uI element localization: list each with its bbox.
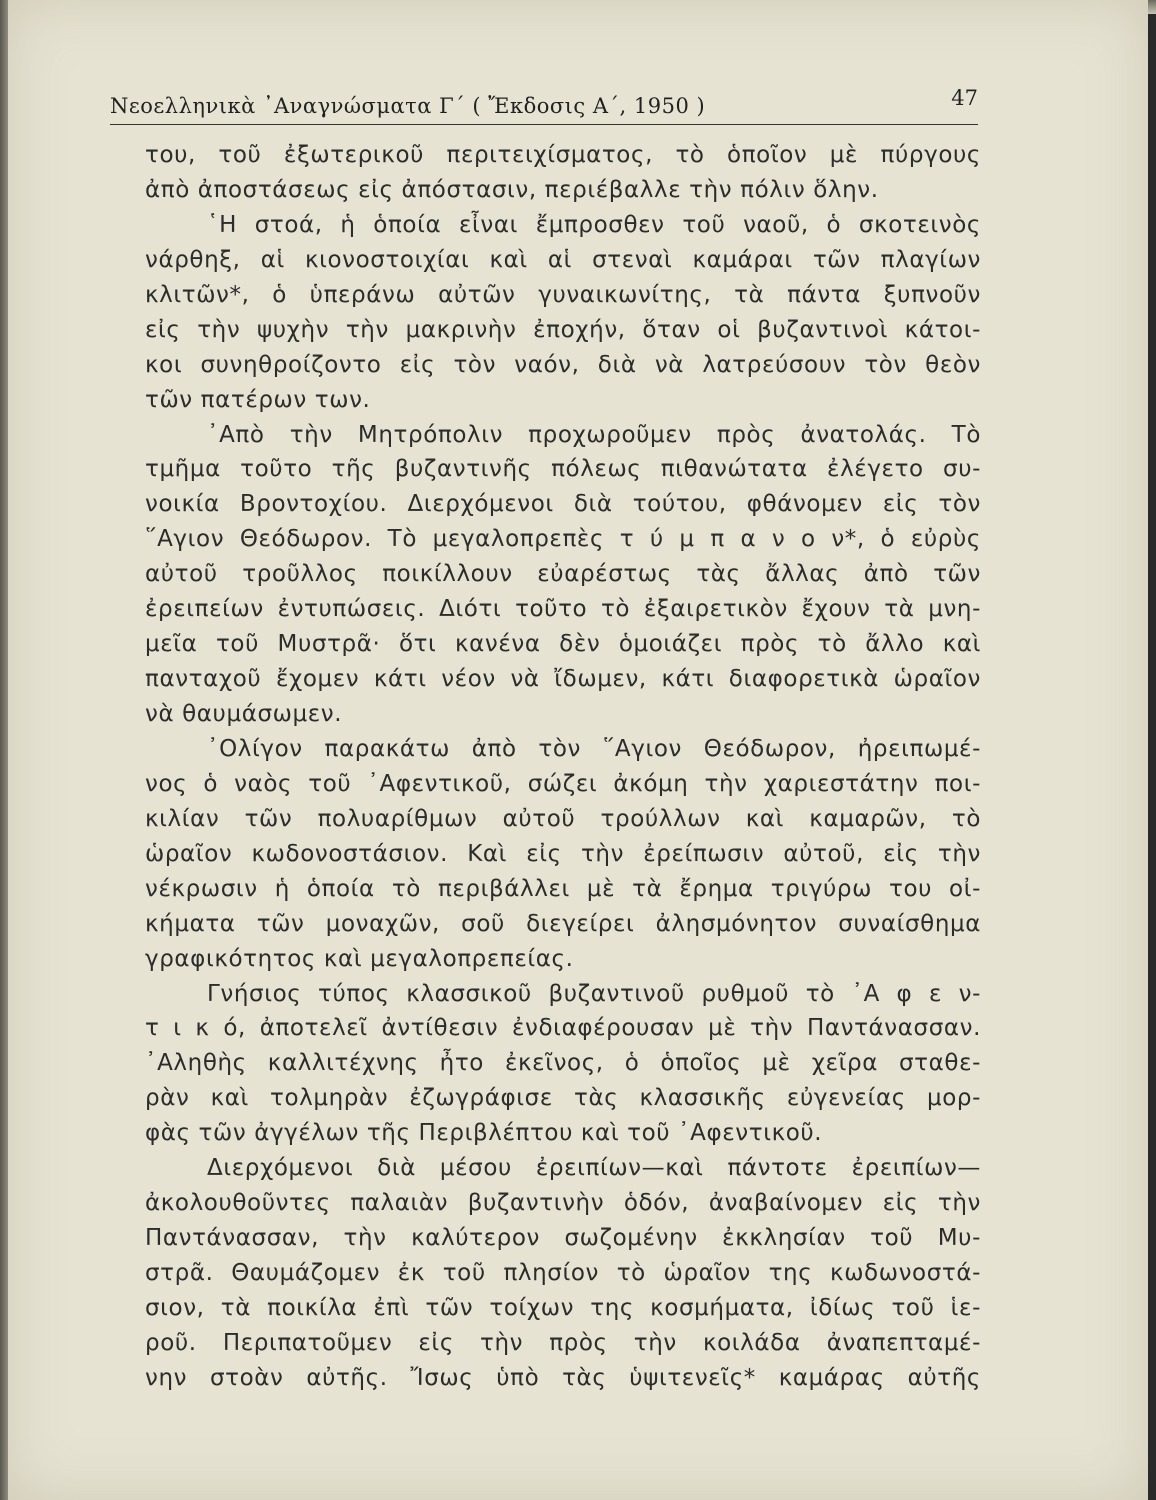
text-line: ᾿Απὸ τὴν Μητρόπολιν προχωροῦμεν πρὸς ἀνατολάς. Τὸ	[207, 421, 981, 448]
text-line: γραφικότητος καὶ μεγαλοπρεπείας.	[145, 945, 574, 972]
text-line: πανταχοῦ ἔχομεν κάτι νέον νὰ ἴδωμεν, κάτι διαφορετικὰ ὡραῖον	[145, 666, 981, 693]
header-title: Νεοελληνικὰ ᾿Αναγνώσματα Γ΄ ( Ἔκδοσις Α΄, 1950 )	[110, 94, 706, 118]
text-line: κιλίαν τῶν πολυαρίθμων αὐτοῦ τρούλλων καὶ καμαρῶν, τὸ	[145, 805, 981, 832]
text-line: κλιτῶν*, ὁ ὑπεράνω αὐτῶν γυναικωνίτης, τὰ πάντα ξυπνοῦν	[145, 281, 981, 308]
text-line: νος ὁ ναὸς τοῦ ᾿Αφεντικοῦ, σώζει ἀκόμη τὴν χαριεστάτην ποι-	[145, 770, 981, 797]
body-text	[145, 138, 981, 1396]
text-line: ὡραῖον κωδονοστάσιον. Καὶ εἰς τὴν ἐρείπωσιν αὐτοῦ, εἰς τὴν	[145, 840, 981, 867]
text-line: σιον, τὰ ποικίλα ἐπὶ τῶν τοίχων της κοσμήματα, ἰδίως τοῦ ἱε-	[145, 1294, 981, 1321]
page-binding-edge	[0, 0, 8, 1500]
text-line: τῶν πατέρων των.	[145, 386, 371, 413]
text-line: ᾿Ολίγον παρακάτω ἀπὸ τὸν ῞Αγιον Θεόδωρον, ἠρειπωμέ-	[207, 735, 981, 762]
page-number: 47	[951, 86, 978, 110]
text-line: ρὰν καὶ τολμηρὰν ἐζωγράφισε τὰς κλασσικῆς εὐγενείας μορ-	[145, 1085, 981, 1112]
running-header	[110, 82, 978, 125]
text-line: ἐρειπείων ἐντυπώσεις. Διότι τοῦτο τὸ ἐξαιρετικὸν ἔχουν τὰ μνη-	[145, 596, 981, 623]
text-line: ῞Αγιον Θεόδωρον. Τὸ μεγαλοπρεπὲς τ ύ μ π α ν ο ν*, ὁ εὐρὺς	[145, 526, 981, 553]
text-line: αὐτοῦ τροῦλλος ποικίλλουν εὐαρέστως τὰς ἄλλας ἀπὸ τῶν	[145, 561, 981, 588]
text-line: εἰς τὴν ψυχὴν τὴν μακρινὴν ἐποχήν, ὅταν οἱ βυζαντινοὶ κάτοι-	[145, 316, 981, 343]
text-line: κοι συνηθροίζοντο εἰς τὸν ναόν, διὰ νὰ λατρεύσουν τὸν θεὸν	[145, 351, 981, 378]
text-line: ᾿Αληθὴς καλλιτέχνης ἦτο ἐκεῖνος, ὁ ὁποῖος μὲ χεῖρα σταθε-	[145, 1050, 981, 1077]
text-line: κήματα τῶν μοναχῶν, σοῦ διεγείρει ἀλησμόνητον συναίσθημα	[145, 910, 981, 937]
text-line: ροῦ. Περιπατοῦμεν εἰς τὴν πρὸς τὴν κοιλάδα ἀναπεπταμέ-	[145, 1329, 981, 1356]
text-line: φὰς τῶν ἀγγέλων τῆς Περιβλέπτου καὶ τοῦ ᾿Αφεντικοῦ.	[145, 1120, 823, 1147]
text-line: ῾Η στοά, ἡ ὁποία εἶναι ἔμπροσθεν τοῦ ναοῦ, ὁ σκοτεινὸς	[207, 211, 981, 238]
text-line: νην στοὰν αὐτῆς. Ἴσως ὑπὸ τὰς ὑψιτενεῖς* καμάρας αὐτῆς	[145, 1364, 981, 1391]
text-line: νοικία Βροντοχίου. Διερχόμενοι διὰ τούτου, φθάνομεν εἰς τὸν	[145, 491, 981, 518]
text-line: νὰ θαυμάσωμεν.	[145, 701, 343, 727]
text-line: Διερχόμενοι διὰ μέσου ἐρειπίων—καὶ πάντοτε ἐρειπίων—	[207, 1155, 981, 1182]
text-line: νέκρωσιν ἡ ὁποία τὸ περιβάλλει μὲ τὰ ἔρημα τριγύρω του οἰ-	[145, 875, 981, 902]
text-line: ἀκολουθοῦντες παλαιὰν βυζαντινὴν ὁδόν, ἀναβαίνομεν εἰς τὴν	[145, 1190, 981, 1217]
text-line: Γνήσιος τύπος κλασσικοῦ βυζαντινοῦ ρυθμοῦ τὸ ᾿Α φ ε ν-	[207, 980, 981, 1007]
text-line: τ ι κ ό, ἀποτελεῖ ἀντίθεσιν ἐνδιαφέρουσαν μὲ τὴν Παντάνασσαν.	[145, 1015, 981, 1042]
text-line: νάρθηξ, αἱ κιονοστοιχίαι καὶ αἱ στεναὶ καμάραι τῶν πλαγίων	[145, 246, 981, 273]
text-line: Παντάνασσαν, τὴν καλύτερον σωζομένην ἐκκλησίαν τοῦ Μυ-	[145, 1225, 981, 1252]
text-line: μεῖα τοῦ Μυστρᾶ· ὅτι κανένα δὲν ὁμοιάζει πρὸς τὸ ἄλλο καὶ	[145, 631, 981, 658]
text-line: του, τοῦ ἐξωτερικοῦ περιτειχίσματος, τὸ ὁποῖον μὲ πύργους	[145, 142, 981, 168]
text-line: ἀπὸ ἀποστάσεως εἰς ἀπόστασιν, περιέβαλλε τὴν πόλιν ὅλην.	[145, 176, 879, 203]
text-line: στρᾶ. Θαυμάζομεν ἐκ τοῦ πλησίον τὸ ὡραῖον της κωδωνοστά-	[145, 1260, 981, 1286]
text-line: τμῆμα τοῦτο τῆς βυζαντινῆς πόλεως πιθανώτατα ἐλέγετο συ-	[145, 456, 981, 483]
